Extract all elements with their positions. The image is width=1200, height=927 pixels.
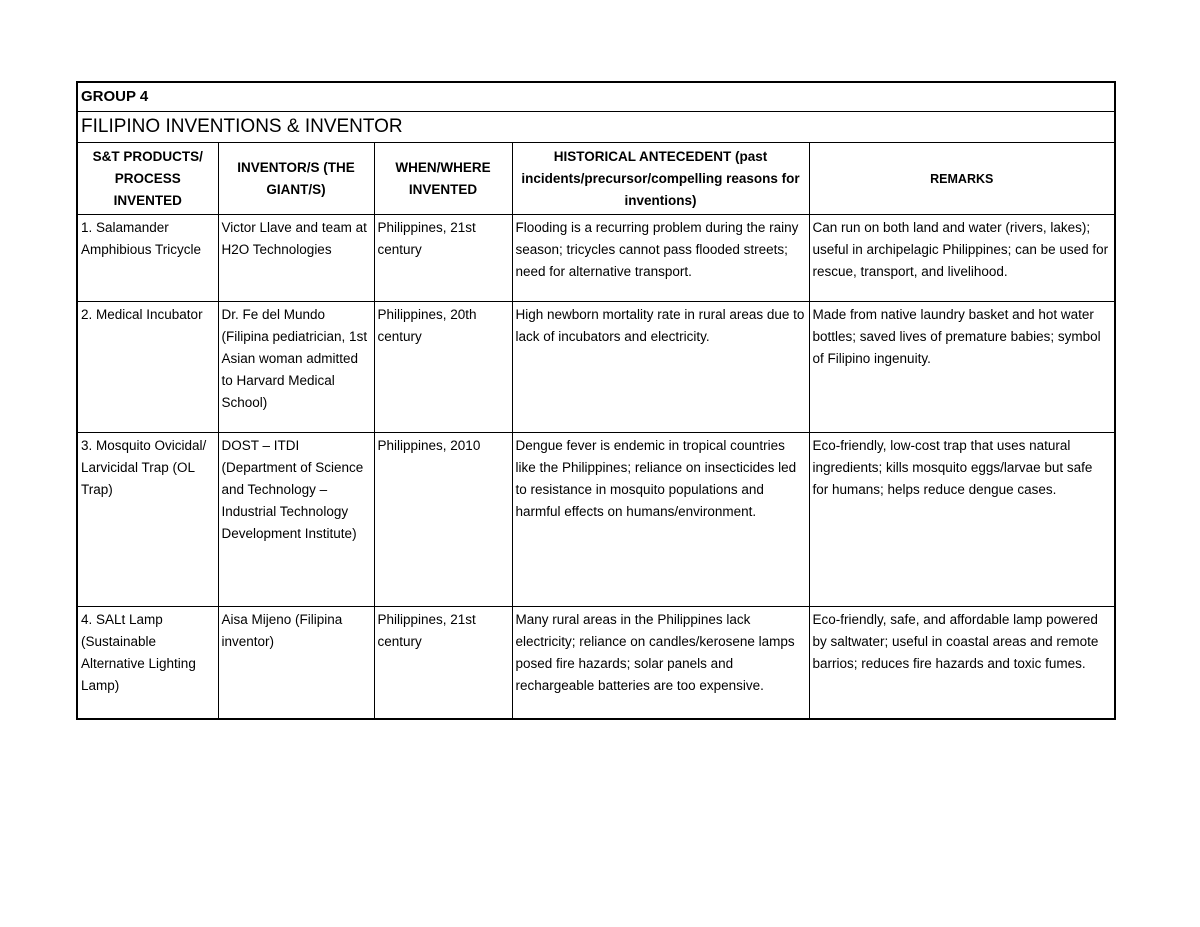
inventions-worksheet [76,81,1114,720]
cell-when: Philippines, 2010 [374,433,512,607]
header-antecedent: HISTORICAL ANTECEDENT (past incidents/precursor/compelling reasons for inventions) [512,143,809,215]
cell-when: Philippines, 21st century [374,607,512,719]
cell-inventor: Aisa Mijeno (Filipina inventor) [218,607,374,719]
cell-remarks: Made from native laundry basket and hot water bottles; saved lives of premature babies; symbol of Filipino ingenuity. [809,302,1115,433]
cell-remarks: Eco-friendly, safe, and affordable lamp powered by saltwater; useful in coastal areas and remote barrios; reduces fire hazards and toxic fumes. [809,607,1115,719]
header-remarks: REMARKS [809,143,1115,215]
cell-product: 2. Medical Incubator [77,302,218,433]
cell-when: Philippines, 20th century [374,302,512,433]
table-row [77,607,1115,719]
header-when: WHEN/WHERE INVENTED [374,143,512,215]
header-inventor: INVENTOR/S (THE GIANT/S) [218,143,374,215]
cell-antecedent: Flooding is a recurring problem during the rainy season; tricycles cannot pass flooded streets; need for alternative transport. [512,215,809,302]
table-row [77,302,1115,433]
table-row [77,433,1115,607]
inventions-table [76,81,1116,720]
header-product: S&T PRODUCTS/ PROCESS INVENTED [77,143,218,215]
cell-antecedent: Many rural areas in the Philippines lack electricity; reliance on candles/kerosene lamps posed fire hazards; solar panels and rechargeable batteries are too expensive. [512,607,809,719]
group-label: GROUP 4 [77,82,1115,112]
group-row [77,82,1115,112]
cell-inventor: Dr. Fe del Mundo (Filipina pediatrician, 1st Asian woman admitted to Harvard Medical School) [218,302,374,433]
cell-inventor: DOST – ITDI (Department of Science and Technology – Industrial Technology Development Institute) [218,433,374,607]
header-row [77,143,1115,215]
cell-remarks: Eco-friendly, low-cost trap that uses natural ingredients; kills mosquito eggs/larvae but safe for humans; helps reduce dengue cases. [809,433,1115,607]
cell-when: Philippines, 21st century [374,215,512,302]
cell-inventor: Victor Llave and team at H2O Technologies [218,215,374,302]
table-title: FILIPINO INVENTIONS & INVENTOR [77,112,1115,143]
cell-product: 4. SALt Lamp (Sustainable Alternative Lighting Lamp) [77,607,218,719]
cell-antecedent: High newborn mortality rate in rural areas due to lack of incubators and electricity. [512,302,809,433]
cell-product: 3. Mosquito Ovicidal/ Larvicidal Trap (OL Trap) [77,433,218,607]
table-row [77,215,1115,302]
title-row [77,112,1115,143]
cell-remarks: Can run on both land and water (rivers, lakes); useful in archipelagic Philippines; can be used for rescue, transport, and livelihood. [809,215,1115,302]
cell-product: 1. Salamander Amphibious Tricycle [77,215,218,302]
cell-antecedent: Dengue fever is endemic in tropical countries like the Philippines; reliance on insecticides led to resistance in mosquito populations and harmful effects on humans/environment. [512,433,809,607]
